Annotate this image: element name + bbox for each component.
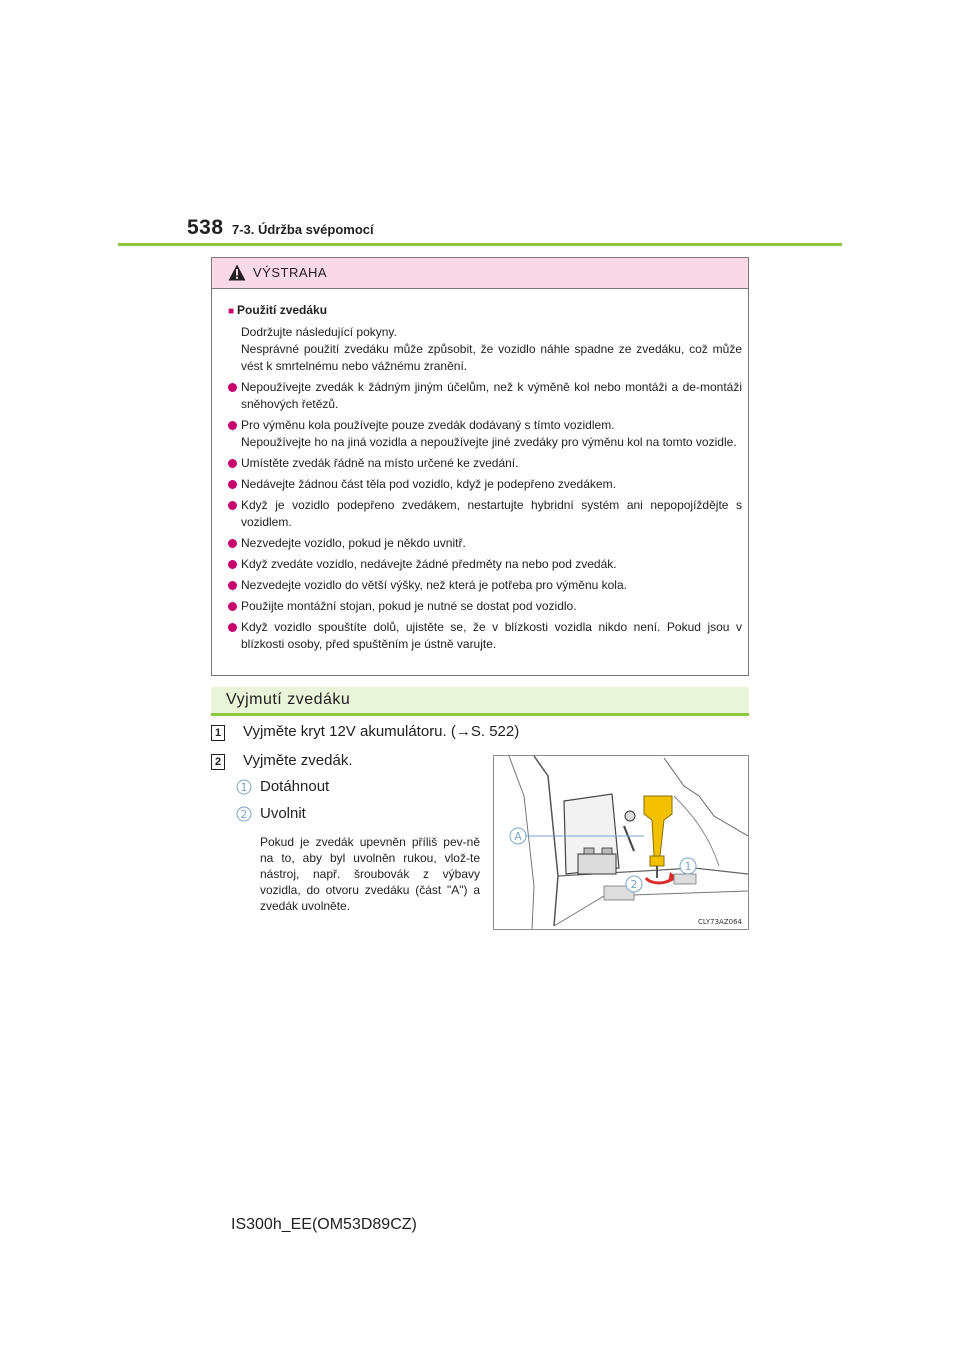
bullet-dot-icon — [228, 459, 237, 468]
figure-label-2: 2 — [630, 878, 638, 891]
step-2-text: Vyjměte zvedák. — [243, 752, 353, 769]
bullet-dot-icon — [228, 480, 237, 489]
warning-body — [228, 302, 742, 657]
page-number: 538 — [187, 216, 224, 239]
warning-bullet-text: Nezvedejte vozidlo do větší výšky, než která je potřeba pro výměnu kola. — [241, 578, 627, 592]
circled-number-2-label: 2 — [240, 808, 248, 821]
warning-bullet-text: Umístěte zvedák řádně na místo určené ke zvedání. — [241, 456, 519, 470]
circled-number-1-icon — [236, 779, 252, 795]
loosen-note: Pokud je zvedák upevněn příliš pev-ně na to, aby byl uvolněn rukou, vlož-te nástroj, např. šroubovák z výbavy vozidla, do otvoru zvedáku (část "A") a zvedák uvolněte. — [260, 835, 480, 913]
square-bullet-icon: ■ — [228, 306, 235, 317]
section-header-title: Vyjmutí zvedáku — [226, 691, 351, 708]
warning-bullet — [228, 556, 742, 573]
warning-bullet-text: Když vozidlo spouštíte dolů, ujistěte se, že v blízkosti vozidla nikdo není. Pokud jsou v blízkosti osoby, před spuštěním je ústně varujte. — [241, 620, 742, 651]
header-rule — [118, 243, 842, 246]
bullet-dot-icon — [228, 421, 237, 430]
warning-bullet-text: Nedávejte žádnou část těla pod vozidlo, když je podepřeno zvedákem. — [241, 477, 616, 491]
warning-bullet — [228, 476, 742, 493]
circled-number-1-label: 1 — [240, 781, 248, 794]
bullet-dot-icon — [228, 560, 237, 569]
figure-label-a: A — [514, 830, 522, 843]
warning-title: VÝSTRAHA — [253, 265, 328, 280]
warning-bullet-list — [228, 379, 742, 653]
warning-bullet-text: Nezvedejte vozidlo, pokud je někdo uvnitř. — [241, 536, 466, 550]
warning-bullet-text: Když je vozidlo podepřeno zvedákem, nestartujte hybridní systém ani nepopojíždějte s vozidlem. — [241, 498, 742, 529]
warning-bullet — [228, 455, 742, 472]
section-header — [211, 687, 749, 716]
warning-subheading — [228, 302, 742, 320]
bullet-dot-icon — [228, 383, 237, 392]
step-number-2: 2 — [211, 754, 225, 770]
figure-code: CLY73AZ064 — [698, 918, 742, 926]
warning-bullet-text: Pro výměnu kola používejte pouze zvedák dodávaný s tímto vozidlem. Nepoužívejte ho na jiná vozidla a nepoužívejte jiné zvedáky pro výměnu kol na tomto vozidle. — [241, 418, 737, 449]
step-number-1: 1 — [211, 725, 225, 741]
warning-bullet-text: Nepoužívejte zvedák k žádným jiným účelům, než k výměně kol nebo montáži a de-montáži sněhových řetězů. — [241, 380, 742, 411]
substep-loosen: Uvolnit — [260, 805, 306, 822]
substep-tighten: Dotáhnout — [260, 778, 330, 795]
bullet-dot-icon — [228, 501, 237, 510]
warning-bullet — [228, 417, 742, 451]
warning-header — [212, 258, 748, 289]
warning-bullet — [228, 619, 742, 653]
warning-triangle-icon — [228, 264, 246, 281]
warning-bullet-text: Použijte montážní stojan, pokud je nutné se dostat pod vozidlo. — [241, 599, 577, 613]
document-id: IS300h_EE(OM53D89CZ) — [231, 1216, 417, 1233]
warning-bullet — [228, 598, 742, 615]
bullet-dot-icon — [228, 581, 237, 590]
bullet-dot-icon — [228, 602, 237, 611]
jack-figure — [493, 755, 749, 930]
warning-subheading-text: Použití zvedáku — [237, 303, 328, 317]
warning-bullet — [228, 497, 742, 531]
warning-bullet — [228, 535, 742, 552]
bullet-dot-icon — [228, 539, 237, 548]
warning-bullet — [228, 577, 742, 594]
step-1-text: Vyjměte kryt 12V akumulátoru. (→S. 522) — [243, 723, 520, 740]
warning-bullet — [228, 379, 742, 413]
warning-bullet-text: Když zvedáte vozidlo, nedávejte žádné předměty na nebo pod zvedák. — [241, 557, 617, 571]
trunk-illustration — [494, 756, 748, 929]
warning-intro: Dodržujte následující pokyny. Nesprávné použití zvedáku může způsobit, že vozidlo náhle spadne ze zvedáku, což může vést k smrtelnému nebo vážnému zranění. — [241, 325, 742, 373]
figure-label-1: 1 — [684, 860, 692, 873]
section-title: 7-3. Údržba svépomocí — [232, 222, 374, 237]
circled-number-2-icon — [236, 806, 252, 822]
warning-box — [211, 257, 749, 676]
bullet-dot-icon — [228, 623, 237, 632]
